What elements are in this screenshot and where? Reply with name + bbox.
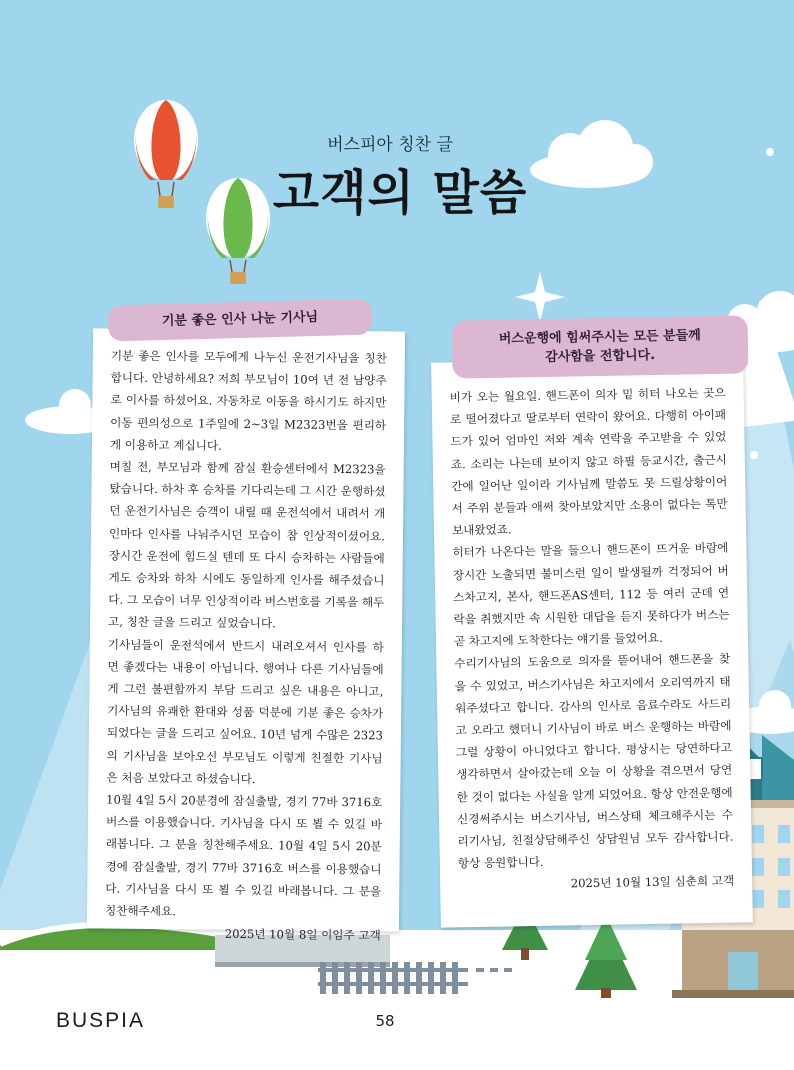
page-subtitle: 버스피아 칭찬 글 bbox=[327, 135, 453, 155]
letter-paragraph: 10월 4일 5시 20분경에 잠실출발, 경기 77바 3716호 버스를 이용했습니다. 기사님을 다시 또 뵐 수 있길 바래봅니다. 그 분을 칭찬해주세요. 10월 4일 5시 20분경에 잠실출발, 경기 77바 3716호 버스를 이용했습니다. 기사님을 다시 또 뵐 수 있길 바래봅니다. 그 분을 칭찬해주세요. bbox=[104, 792, 383, 919]
letter-card-1 bbox=[87, 328, 405, 943]
letter-body-2 bbox=[450, 382, 735, 897]
letter-card-2 bbox=[431, 357, 753, 927]
letter-signature: 2025년 10월 8일 이임주 고객 bbox=[224, 927, 381, 943]
letter-paragraph: 수리기사님의 도움으로 의자를 뜯어내어 핸드폰을 찾을 수 있었고, 버스기사님은 차고지에서 오리역까지 태워주셨다고 합니다. 감사의 인사로 음료수라도 사드리고 오라고 했더니 기사님이 바로 버스 운행하는 바람에 그럴 상황이 아니었다고 합니다. 평상시는 당연하다고 생각하면서 살아갔는데 오늘 이 상황을 겪으면서 당연한 것이 없다는 사실을 알게 되었어요. 항상 안전운행에 신경써주시는 버스기사님, 버스상태 체크해주시는 수리기사님, 친절상담해주신 상담원님 모두 감사합니다. 항상 응원합니다. bbox=[454, 652, 734, 871]
letter-heading-line: 버스운행에 힘써주시는 모든 분들께 bbox=[498, 328, 701, 347]
letter-body-1 bbox=[105, 345, 387, 947]
sparkle-icon bbox=[515, 272, 565, 322]
letter-paragraph: 비가 오는 월요일. 핸드폰이 의자 밑 히터 나오는 곳으로 떨어졌다고 딸로부터 연락이 왔어요. 다행히 아이패드가 있어 엄마인 저와 계속 연락을 주고받을 수 있었죠. 소리는 나는데 보이지 않고 하필 등교시간, 출근시간에 일어난 일이라 기사님께 말씀도 못 드릴상황이어서 주위 분들과 애써 찾아보았지만 소용이 없다는 톡만 보내왔었죠. bbox=[449, 385, 728, 538]
letter-paragraph: 기사님들이 운전석에서 반드시 내려오셔서 인사를 하면 좋겠다는 내용이 아닙니다. 행여나 다른 기사님들에게 그런 불편함까지 부담 드리고 싶은 내용은 아니고, 기사님의 유쾌한 환대와 성품 덕분에 기분 좋은 승차가 되었다는 글을 드리고 싶어요. 10년 넘게 수많은 2323의 기사님을 보아오신 부모님도 이렇게 친절한 기사님은 처음 보았다고 하셨습니다. bbox=[106, 637, 384, 786]
buspia-logo: BUSPIA bbox=[56, 1009, 146, 1032]
letter-paragraph: 기분 좋은 인사를 모두에게 나누신 운전기사님을 칭찬합니다. 안녕하세요? 저희 부모님이 10여 년 전 남양주로 이사를 하셨어요. 자동차로 이동을 하시기도 하지만 이동 편의성으로 1주일에 2~3일 M2323번을 편리하게 이용하고 계십니다. bbox=[109, 348, 387, 453]
hot-air-balloon-red-icon bbox=[134, 100, 198, 208]
letter-heading-line: 감사함을 전합니다. bbox=[545, 348, 656, 365]
letter-paragraph: 며칠 전, 부모님과 함께 잠실 환승센터에서 M2323을 탔습니다. 하차 후 승차를 기다리는데 그 시간 운행하셨던 운전기사님은 승객이 내릴 때 운전석에서 내려서 개인마다 인사를 나눠주시던 모습이 참 인상적이셨어요. 장시간 운전에 힘드실 텐데 또 다시 승차하는 사람들에게도 승차와 하차 시에도 동일하게 인사를 해주셨습니다. 그 모습이 너무 인상적이라 버스번호를 기록을 해두고, 칭찬 글을 드리고 싶었습니다. bbox=[108, 459, 386, 631]
letter-heading-2 bbox=[452, 315, 749, 378]
page-number: 58 bbox=[375, 1012, 395, 1030]
letter-heading-1: 기분 좋은 인사 나눈 기사님 bbox=[108, 299, 373, 342]
letter-signature: 2025년 10월 13일 심춘희 고객 bbox=[570, 874, 735, 891]
page-title: 고객의 말씀 bbox=[272, 165, 528, 221]
letter-paragraph: 히터가 나온다는 말을 들으니 핸드폰이 뜨거운 바람에 장시간 노출되면 불미스런 일이 발생될까 걱정되어 버스차고지, 본사, 핸드폰AS센터, 112 등 여러 군데 연락을 취했지만 속 시원한 대답을 듣지 못하다가 버스는 곧 차고지에 도착한다는 얘기를 들었어요. bbox=[452, 541, 730, 649]
